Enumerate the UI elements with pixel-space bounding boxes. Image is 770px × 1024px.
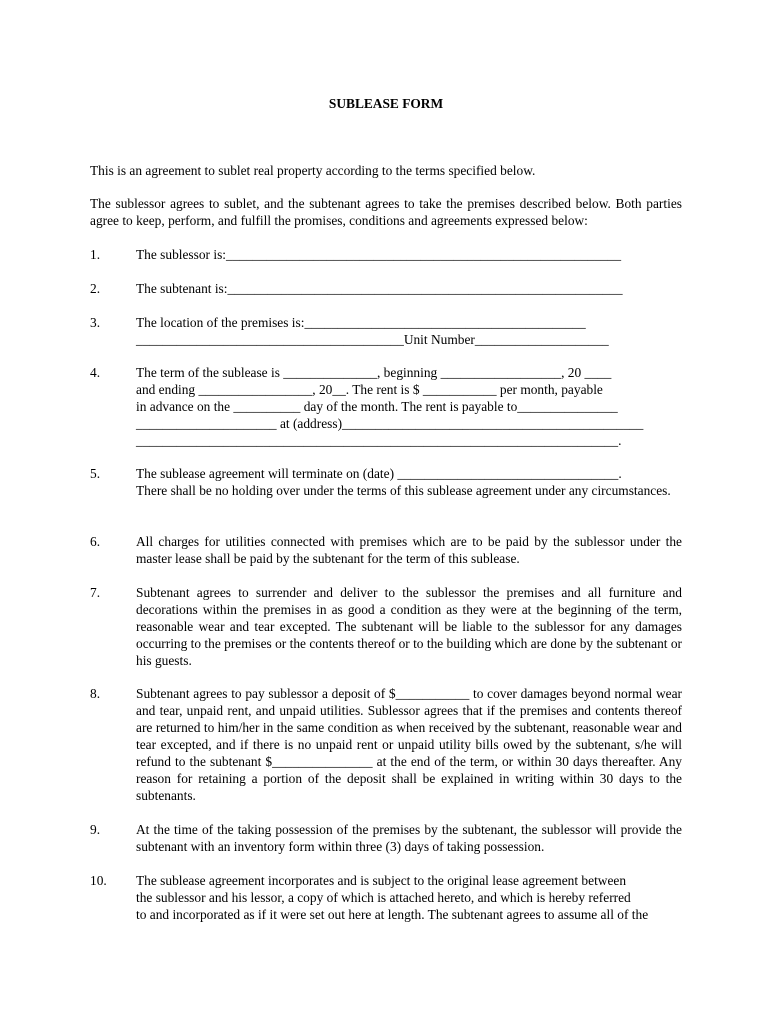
term-line-3[interactable]: in advance on the __________ day of the month. The rent is payable to_______________ bbox=[136, 399, 618, 414]
clause-5 bbox=[90, 465, 682, 499]
clause-line: The sublease agreement incorporates and is subject to the original lease agreement between bbox=[136, 873, 627, 888]
intro-paragraph-2: The sublessor agrees to sublet, and the subtenant agrees to take the premises described below. Both parties agree to keep, perform, and fulfill the promises, conditions and agreements expressed below: bbox=[90, 196, 682, 228]
page-title: SUBLEASE FORM bbox=[328, 96, 444, 111]
clause-number: 4. bbox=[90, 365, 101, 380]
term-line-1[interactable]: The term of the sublease is ______________, beginning __________________, 20 ____ bbox=[136, 365, 612, 380]
term-line-2[interactable]: and ending _________________, 20__. The rent is $ ___________ per month, payable bbox=[136, 382, 603, 397]
termination-date-field[interactable]: The sublease agreement will terminate on (date) _________________________________. bbox=[136, 466, 622, 481]
clause-9 bbox=[90, 821, 682, 855]
term-line-4[interactable]: _____________________ at (address)_____________________________________________ bbox=[136, 416, 644, 431]
clause-number: 3. bbox=[90, 315, 101, 330]
clause-number: 10. bbox=[90, 873, 107, 888]
clause-4 bbox=[90, 364, 682, 449]
clause-text: All charges for utilities connected with premises which are to be paid by the sublessor under the master lease shall be paid by the subtenant for the term of this sublease. bbox=[136, 534, 682, 566]
clause-text: Subtenant agrees to surrender and deliver to the sublessor the premises and all furniture and decorations within the premises in as good a condition as they were at the beginning of the term, reasonable wear and tear excepted. The subtenant will be liable to the sublessor for any damages occurring to the premises or the contents thereof or to the building which are done by the subtenant or his guests. bbox=[136, 585, 682, 668]
clause-1 bbox=[90, 246, 682, 263]
premises-location-field[interactable]: The location of the premises is:__________________________________________ bbox=[136, 315, 586, 330]
clause-line: the sublessor and his lessor, a copy of which is attached hereto, and which is hereby referred bbox=[136, 890, 631, 905]
clause-number: 9. bbox=[90, 822, 101, 837]
sublessor-field[interactable]: The sublessor is:___________________________________________________________ bbox=[136, 247, 622, 262]
term-line-5[interactable]: ________________________________________________________________________. bbox=[136, 433, 622, 448]
clause-number: 1. bbox=[90, 247, 101, 262]
clause-number: 8. bbox=[90, 686, 101, 701]
clause-text: There shall be no holding over under the terms of this sublease agreement under any circumstances. bbox=[136, 483, 671, 498]
subtenant-field[interactable]: The subtenant is:___________________________________________________________ bbox=[136, 281, 623, 296]
clause-3 bbox=[90, 314, 682, 348]
clause-8 bbox=[90, 685, 682, 804]
clause-number: 6. bbox=[90, 534, 101, 549]
unit-number-field[interactable]: ________________________________________Unit Number____________________ bbox=[136, 332, 609, 347]
intro-paragraph-1: This is an agreement to sublet real property according to the terms specified below. bbox=[90, 163, 536, 178]
clause-number: 2. bbox=[90, 281, 101, 296]
clause-7 bbox=[90, 584, 682, 669]
clause-text: Subtenant agrees to pay sublessor a deposit of $___________ to cover damages beyond normal wear and tear, unpaid rent, and unpaid utilities. Sublessor agrees that if the premises and contents thereof are returned to him/her in the same condition as when received by the subtenant, reasonable wear and tear excepted, and if there is no unpaid rent or unpaid utility bills owed by the subtenant, s/he will refund to the subtenant $_______________ at the end of the term, or within 30 days thereafter. Any reason for retaining a portion of the deposit shall be explained in writing within 30 days to the subtenants. bbox=[136, 686, 682, 803]
clause-text: At the time of the taking possession of the premises by the subtenant, the sublessor will provide the subtenant with an inventory form within three (3) days of taking possession. bbox=[136, 822, 682, 854]
clause-2 bbox=[90, 280, 682, 297]
clause-10 bbox=[90, 872, 682, 923]
clause-number: 7. bbox=[90, 585, 101, 600]
clause-number: 5. bbox=[90, 466, 101, 481]
clause-line: to and incorporated as if it were set out here at length. The subtenant agrees to assume all of the bbox=[136, 907, 649, 922]
clause-6 bbox=[90, 533, 682, 567]
